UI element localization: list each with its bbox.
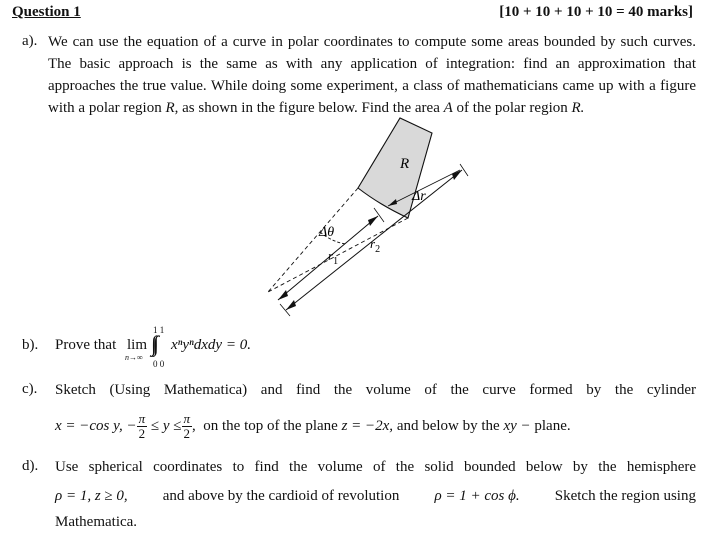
r1-arrow-head-end [368,216,378,226]
part-d-text-2b: Sketch the region using [554,488,696,504]
part-b-lim: lim [127,337,148,353]
region-r-label: R [400,156,410,172]
r2-label-main: r [370,236,376,251]
part-c-comma: , [192,417,196,434]
part-b-int-upper: 1 1 [153,325,165,335]
part-b-statement [55,325,355,370]
part-c-eq-1: x = −cos y, − [55,417,137,434]
part-d-line-1: Use spherical coordinates to find the volume of the solid bounded below by the hemisphere [55,459,696,475]
r1-label-sub: 1 [333,256,339,267]
part-a-text-2: , as shown in the figure below. Find the area [174,100,440,116]
part-c-text-2a: on the top of the plane [203,417,338,434]
part-a-var-a: A [443,100,453,116]
part-d-eq-2: ρ = 1 + cos ϕ. [434,488,520,504]
r1-end-tick [374,208,384,222]
r1-arrow-head-start [278,290,288,300]
ray-upper-dashed [268,188,358,292]
r2-label [370,236,380,255]
frac-1-num: π [138,411,146,426]
question-title: Question 1 [12,4,81,20]
part-c-eq-plane: z = −2x, [341,417,394,434]
r2-label-sub: 2 [375,244,381,255]
part-d-eq-1: ρ = 1, z ≥ 0, [55,488,128,504]
marks-total: [10 + 10 + 10 + 10 = 40 marks] [499,4,693,20]
delta-r-label: Δr [412,189,426,204]
part-c-frac-2 [182,412,193,441]
part-c-frac-1 [137,412,148,441]
part-a-label: a). [22,33,38,49]
part-b-label: b). [22,337,39,353]
part-c-line-1: Sketch (Using Mathematica) and find the volume of the curve formed by the cylinder [55,382,696,398]
part-b-lim-sub: n→∞ [125,353,143,362]
part-c-text-2c: plane. [534,417,571,434]
frac-2-num: π [183,411,191,426]
part-b-int-lower: 0 0 [153,359,165,369]
part-d-label: d). [22,458,39,474]
delta-theta-label: Δθ [319,225,335,240]
part-c-line-2 [55,412,571,441]
r2-arrow-head-start [286,300,296,310]
part-b-integrand: xⁿyⁿdxdy = 0. [171,337,251,353]
part-a-var-r: R [165,100,175,116]
part-a-text-3: of the polar region [456,100,568,116]
part-a-var-r2: R. [571,100,585,116]
part-d-line-3: Mathematica. [55,514,138,530]
part-c-label: c). [22,381,38,397]
part-a-text-1: We can use the equation of a curve in polar coordinates to compute some areas bounded by such curves. The basic approach is the same as with any application of integration: find an approximation that approaches the true value. While doing some experiment, a class of mathematicians came up with a figure with a polar region [48,34,696,116]
part-c-le: ≤ y ≤ [150,417,182,434]
part-b-integral: ∫∫ [151,331,156,356]
part-b-text: Prove that [55,337,117,353]
polar-region-figure [250,110,490,325]
frac-1-den: 2 [138,426,146,441]
part-d-line-2 [55,485,696,507]
part-a-text [48,31,696,119]
part-c-eq-xy: xy − [503,417,531,434]
r2-start-tick [280,304,290,316]
part-d-text-2a: and above by the cardioid of revolution [162,488,400,504]
frac-2-den: 2 [183,426,190,441]
r1-label-main: r [328,248,334,263]
part-c-text-2b: and below by the [396,417,500,434]
